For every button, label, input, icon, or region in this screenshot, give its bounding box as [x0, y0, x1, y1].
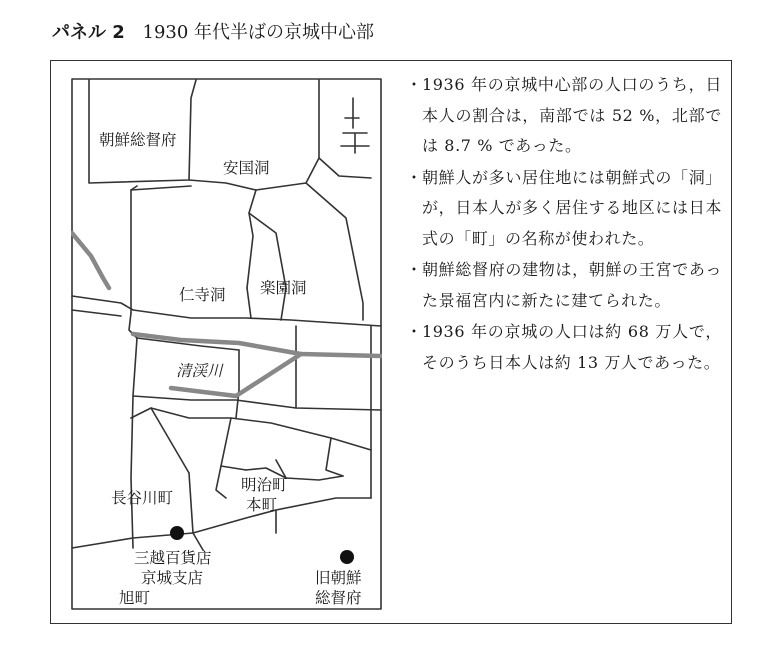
- label-nagwondong: 楽園洞: [260, 279, 307, 297]
- road-meiji-east: [286, 476, 343, 480]
- cheonggyecheon-main: [133, 334, 381, 356]
- mitsukoshi-marker: [170, 526, 184, 540]
- bullet: ・: [406, 167, 423, 187]
- road-meiji-west: [221, 418, 246, 470]
- panel-title: 1930 年代半ばの京城中心部: [142, 22, 375, 43]
- road-diag-2: [189, 473, 193, 533]
- streams: [72, 233, 381, 396]
- road-insadong-east: [247, 190, 256, 288]
- note-item: [406, 70, 722, 162]
- road-diag-1: [151, 408, 189, 473]
- label-cheonggyecheon: 清渓川: [176, 362, 223, 380]
- road-mid-vert: [236, 350, 239, 418]
- road-south-of-stream: [133, 396, 381, 410]
- label-old-gov-1: 旧朝鮮: [315, 569, 362, 587]
- bullet: ・: [406, 75, 423, 94]
- note-text: 1936 年の京城中心部の人口のうち，日本人の割合は，南部では 52 %，北部では 8.7 % であった。: [422, 75, 722, 155]
- road-jongno: [72, 296, 381, 326]
- road-ne: [319, 158, 371, 178]
- stream-north: [72, 233, 109, 288]
- label-old-gov-2: 総督府: [315, 589, 362, 607]
- label-meijimachi: 明治町: [241, 476, 288, 494]
- road-jongno-west: [72, 310, 121, 316]
- road-hasegawa-spur: [193, 533, 203, 550]
- bullet: ・: [406, 260, 423, 279]
- road-insadong-east-2: [247, 288, 251, 318]
- map: [71, 78, 382, 610]
- note-text: 朝鮮総督府の建物は，朝鮮の王宮であった景福宮内に新たに建てられた。: [422, 260, 722, 310]
- label-mitsukoshi-1: 三越百貨店: [134, 549, 212, 567]
- bullet: ・: [406, 322, 423, 341]
- note-item: [406, 255, 722, 316]
- road-honmachi-east: [326, 438, 343, 476]
- label-mitsukoshi-2: 京城支店: [141, 569, 204, 587]
- label-hasegawamachi: 長谷川町: [111, 489, 174, 507]
- label-angukdong: 安国洞: [223, 159, 270, 177]
- panel-label: パネル 2: [52, 22, 125, 43]
- road-meiji-sw: [216, 466, 226, 498]
- note-item: [406, 163, 722, 255]
- panel-heading: [52, 18, 374, 44]
- notes-list: [406, 70, 722, 379]
- label-insadong: 仁寺洞: [179, 286, 226, 304]
- road-north-cross: [131, 186, 191, 190]
- road-north-south-west: [129, 313, 137, 548]
- label-honmachi: 本町: [246, 496, 278, 514]
- road-south-1: [131, 408, 371, 450]
- label-government-general: 朝鮮総督府: [99, 131, 177, 149]
- panel-frame: [50, 60, 732, 624]
- note-text: 1936 年の京城の人口は約 68 万人で，そのうち日本人は約 13 万人であった。: [422, 322, 722, 372]
- compass-mark: [341, 98, 369, 153]
- note-item: [406, 317, 722, 378]
- road-nagwon-east: [306, 183, 363, 320]
- label-asahimachi: 旭町: [119, 589, 151, 607]
- map-svg: [71, 78, 382, 610]
- old-gov-marker: [340, 550, 354, 564]
- note-text: 朝鮮人が多い居住地には朝鮮式の「洞」が，日本人が多く居住する地区には日本式の「町」の名称が使われた。: [422, 167, 722, 248]
- road-nagwon-west: [249, 213, 286, 320]
